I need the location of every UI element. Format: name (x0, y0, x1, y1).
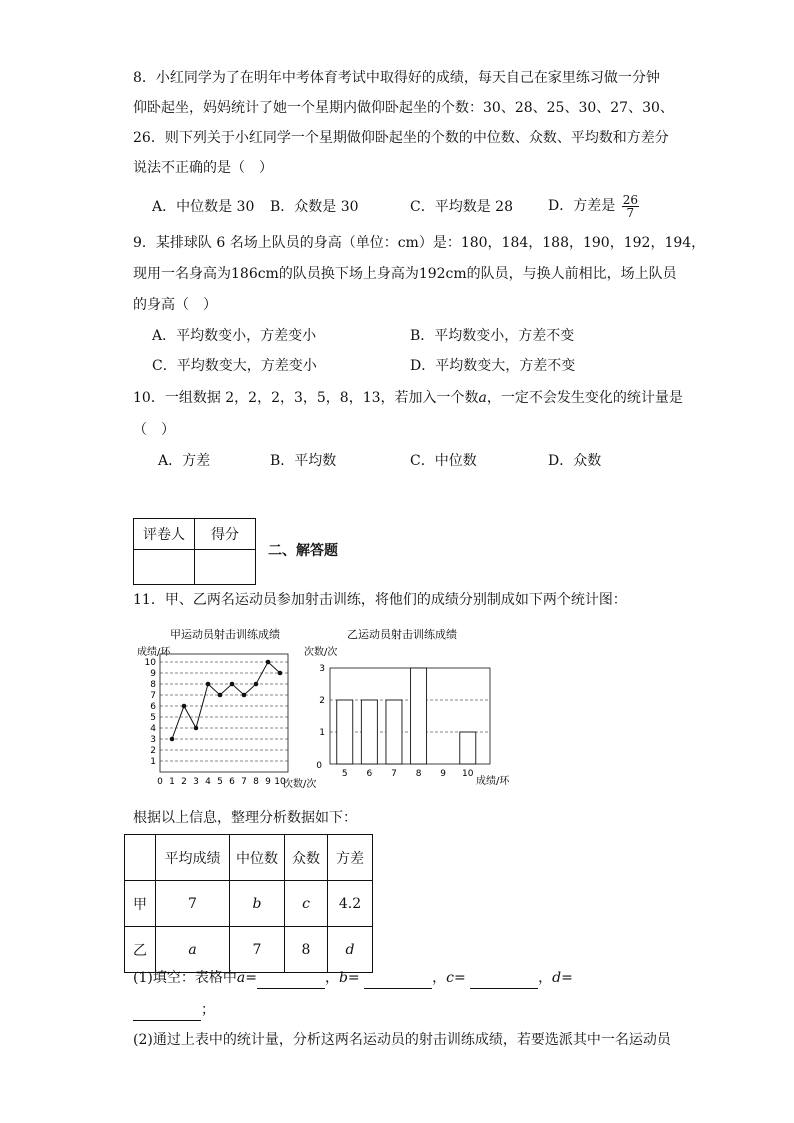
chart-yi-ylabel: 次数/次 (304, 647, 338, 658)
stats-row (125, 927, 373, 973)
chart-yi-title: 乙运动员射击训练成绩 (347, 628, 457, 641)
q11-after-charts: 根据以上信息，整理分析数据如下： (133, 810, 357, 826)
chart-jia-series (170, 660, 283, 742)
chart-jia-ytick-label: 2 (150, 746, 156, 756)
chart-yi-bar (411, 668, 427, 764)
chart-jia-point (182, 704, 187, 709)
q11-fill-sep: ， (324, 970, 339, 986)
chart-jia-ytick-label: 4 (150, 724, 156, 734)
stats-table (124, 834, 373, 973)
q10-option-b: B．平均数 (270, 453, 337, 469)
chart-yi-bar (386, 700, 402, 764)
chart-jia-xtick-label: 1 (169, 777, 175, 787)
chart-yi-xtick-label: 6 (366, 769, 373, 779)
chart-jia-point (254, 682, 259, 687)
q9-line2: 现用一名身高为186cm的队员换下场上身高为192cm的队员，与换人前相比，场上队员 (133, 266, 677, 282)
chart-jia-xtick-label: 6 (229, 777, 235, 787)
chart-jia-point (278, 671, 283, 676)
chart-jia-xtick-label: 3 (193, 777, 199, 787)
q11-fill-end: ； (201, 1002, 215, 1018)
chart-jia-point (194, 726, 199, 731)
chart-yi-bar (460, 732, 476, 764)
q9-option-c: C．平均数变大，方差变小 (152, 358, 317, 374)
q11-fill-sep: ， (432, 970, 447, 986)
q8-option-d-label: D．方差是 (548, 198, 616, 214)
q8-option-d-numerator: 26 (622, 192, 638, 207)
chart-jia-xtick-label: 5 (217, 777, 223, 787)
q9-option-b: B．平均数变小，方差不变 (410, 328, 575, 344)
q11-fill-c-label: c (446, 970, 454, 986)
stats-header-cell: 方差 (328, 835, 373, 881)
q10-line1 (133, 388, 683, 408)
stats-cell: a (156, 927, 230, 973)
q11-blank-c[interactable] (470, 968, 538, 989)
stats-header-cell (125, 835, 156, 881)
q8-line3: 26．则下列关于小红同学一个星期做仰卧起坐的个数的中位数、众数、平均数和方差分 (133, 130, 669, 146)
chart-yi-bar (337, 700, 353, 764)
chart-yi-ytick-label: 1 (319, 728, 325, 738)
stats-cell: d (328, 927, 373, 973)
chart-jia-point (206, 682, 211, 687)
q11-fill-eq: = (561, 970, 573, 986)
chart-jia-xtick-label: 9 (265, 777, 271, 787)
grader-header-score: 得分 (195, 519, 256, 550)
chart-jia-xtick-label: 2 (181, 777, 187, 787)
chart-jia-axes (160, 654, 288, 772)
q11-line1: 11．甲、乙两名运动员参加射击训练，将他们的成绩分别制成如下两个统计图： (133, 592, 627, 608)
q8-option-d-denominator: 7 (626, 205, 635, 220)
chart-yi-xlabel: 成绩/环 (476, 776, 510, 787)
chart-jia-xtick-label: 0 (157, 777, 163, 787)
chart-jia-xtick-label: 8 (253, 777, 259, 787)
chart-yi-xtick-label: 7 (391, 769, 397, 779)
chart-jia-grid (160, 662, 288, 761)
q11-q2-line: (2)通过上表中的统计量，分析这两名运动员的射击训练成绩，若要选派其中一名运动员 (133, 1032, 671, 1048)
chart-yi-xtick-label: 9 (440, 769, 447, 779)
q8-line2: 仰卧起坐，妈妈统计了她一个星期内做仰卧起坐的个数：30、28、25、30、27、30、 (133, 100, 674, 116)
chart-jia-ytick-label: 9 (150, 669, 156, 679)
chart-jia-point (230, 682, 235, 687)
chart-yi-origin-label: 0 (316, 761, 322, 771)
stats-cell: 7 (156, 881, 230, 927)
chart-yi-xtick-label: 8 (415, 769, 422, 779)
q10-variable: a (478, 390, 487, 406)
chart-jia-xtick-label: 7 (241, 777, 247, 787)
q8-line1: 8．小红同学为了在明年中考体育考试中取得好的成绩，每天自己在家里练习做一分钟 (133, 70, 660, 86)
chart-jia-point (266, 660, 271, 665)
chart-jia-series-line (172, 662, 280, 739)
q9-line1: 9．某排球队 6 名场上队员的身高（单位：cm）是：180，184，188，190，192，194， (133, 235, 706, 251)
chart-jia-point (170, 737, 175, 742)
chart-jia-ytick-label: 3 (150, 735, 156, 745)
chart-jia-ytick-label: 8 (150, 680, 156, 690)
q8-option-a: A．中位数是 30 (152, 199, 255, 215)
q11-fill-eq: = (347, 970, 360, 986)
q11-fill-eq: = (453, 970, 466, 986)
q10-line1-b: ，一定不会发生变化的统计量是 (486, 390, 683, 406)
stats-header-row (125, 835, 373, 881)
chart-jia-xtick-label: 4 (205, 777, 211, 787)
chart-yi-bar (361, 700, 377, 764)
chart-jia (125, 622, 325, 792)
chart-jia-ticks (145, 658, 286, 787)
grader-table (133, 518, 256, 585)
q10-line1-a: 10．一组数据 2，2，2，3，5，8，13，若加入一个数 (133, 390, 479, 406)
stats-header-cell: 中位数 (230, 835, 285, 881)
chart-jia-ytick-label: 7 (150, 691, 156, 701)
q9-option-d: D．平均数变大，方差不变 (410, 358, 576, 374)
chart-jia-ytick-label: 1 (150, 757, 156, 767)
stats-cell: 甲 (125, 881, 156, 927)
q8-option-d (548, 189, 639, 223)
q10-line2: （ ） (133, 422, 175, 438)
chart-jia-ylabel: 成绩/环 (137, 647, 171, 658)
q11-fill-d-label: d (552, 970, 562, 986)
q8-option-c: C．平均数是 28 (410, 199, 513, 215)
chart-jia-xlabel: 次数/次 (283, 779, 317, 790)
q11-blank-b[interactable] (364, 968, 432, 989)
section-title: 二、解答题 (268, 543, 338, 559)
chart-yi (300, 622, 520, 792)
q11-fill-sep: ， (538, 970, 553, 986)
grader-cell-score (195, 550, 256, 585)
chart-jia-ytick-label: 10 (144, 658, 156, 668)
stats-row (125, 881, 373, 927)
q8-option-d-fraction (622, 194, 639, 219)
q11-fill-a-label: a (236, 970, 246, 986)
q11-fill-b-label: b (338, 970, 348, 986)
q9-line3: 的身高（ ） (133, 297, 217, 313)
stats-cell: 乙 (125, 927, 156, 973)
chart-jia-ytick-label: 6 (150, 702, 156, 712)
stats-cell: 8 (285, 927, 328, 973)
q11-blank-a[interactable] (257, 968, 325, 989)
grader-header-reviewer: 评卷人 (134, 519, 195, 550)
chart-jia-xtick-label: 10 (274, 777, 286, 787)
stats-cell: 7 (230, 927, 285, 973)
stats-cell: 4.2 (328, 881, 373, 927)
chart-jia-point (242, 693, 247, 698)
chart-yi-xtick-label: 5 (341, 769, 348, 779)
stats-header-cell: 众数 (285, 835, 328, 881)
chart-jia-point (218, 693, 223, 698)
q8-option-b: B．众数是 30 (270, 199, 359, 215)
q10-option-c: C．中位数 (410, 453, 477, 469)
chart-yi-ytick-label: 3 (319, 664, 325, 674)
stats-header-cell: 平均成绩 (156, 835, 230, 881)
q10-option-d: D．众数 (548, 453, 602, 469)
stats-cell: b (230, 881, 285, 927)
grader-cell-reviewer (134, 550, 195, 585)
chart-jia-frame (160, 654, 288, 772)
chart-yi-bars (337, 668, 476, 764)
q11-fill-line2 (133, 1000, 215, 1021)
q9-option-a: A．平均数变小，方差变小 (152, 328, 317, 344)
stats-cell: c (285, 881, 328, 927)
q11-fill-prefix: (1)填空：表格中 (133, 970, 237, 986)
chart-yi-xtick-label: 10 (462, 769, 474, 779)
q11-fill-line (133, 968, 573, 989)
q10-option-a: A．方差 (158, 453, 211, 469)
chart-jia-ytick-label: 5 (150, 713, 156, 723)
q11-fill-eq: = (245, 970, 257, 986)
q11-blank-d[interactable] (133, 1000, 201, 1021)
chart-jia-title: 甲运动员射击训练成绩 (170, 628, 280, 641)
chart-yi-ytick-label: 2 (319, 696, 325, 706)
chart-yi-grid (330, 700, 490, 732)
q8-line4: 说法不正确的是（ ） (133, 160, 273, 176)
